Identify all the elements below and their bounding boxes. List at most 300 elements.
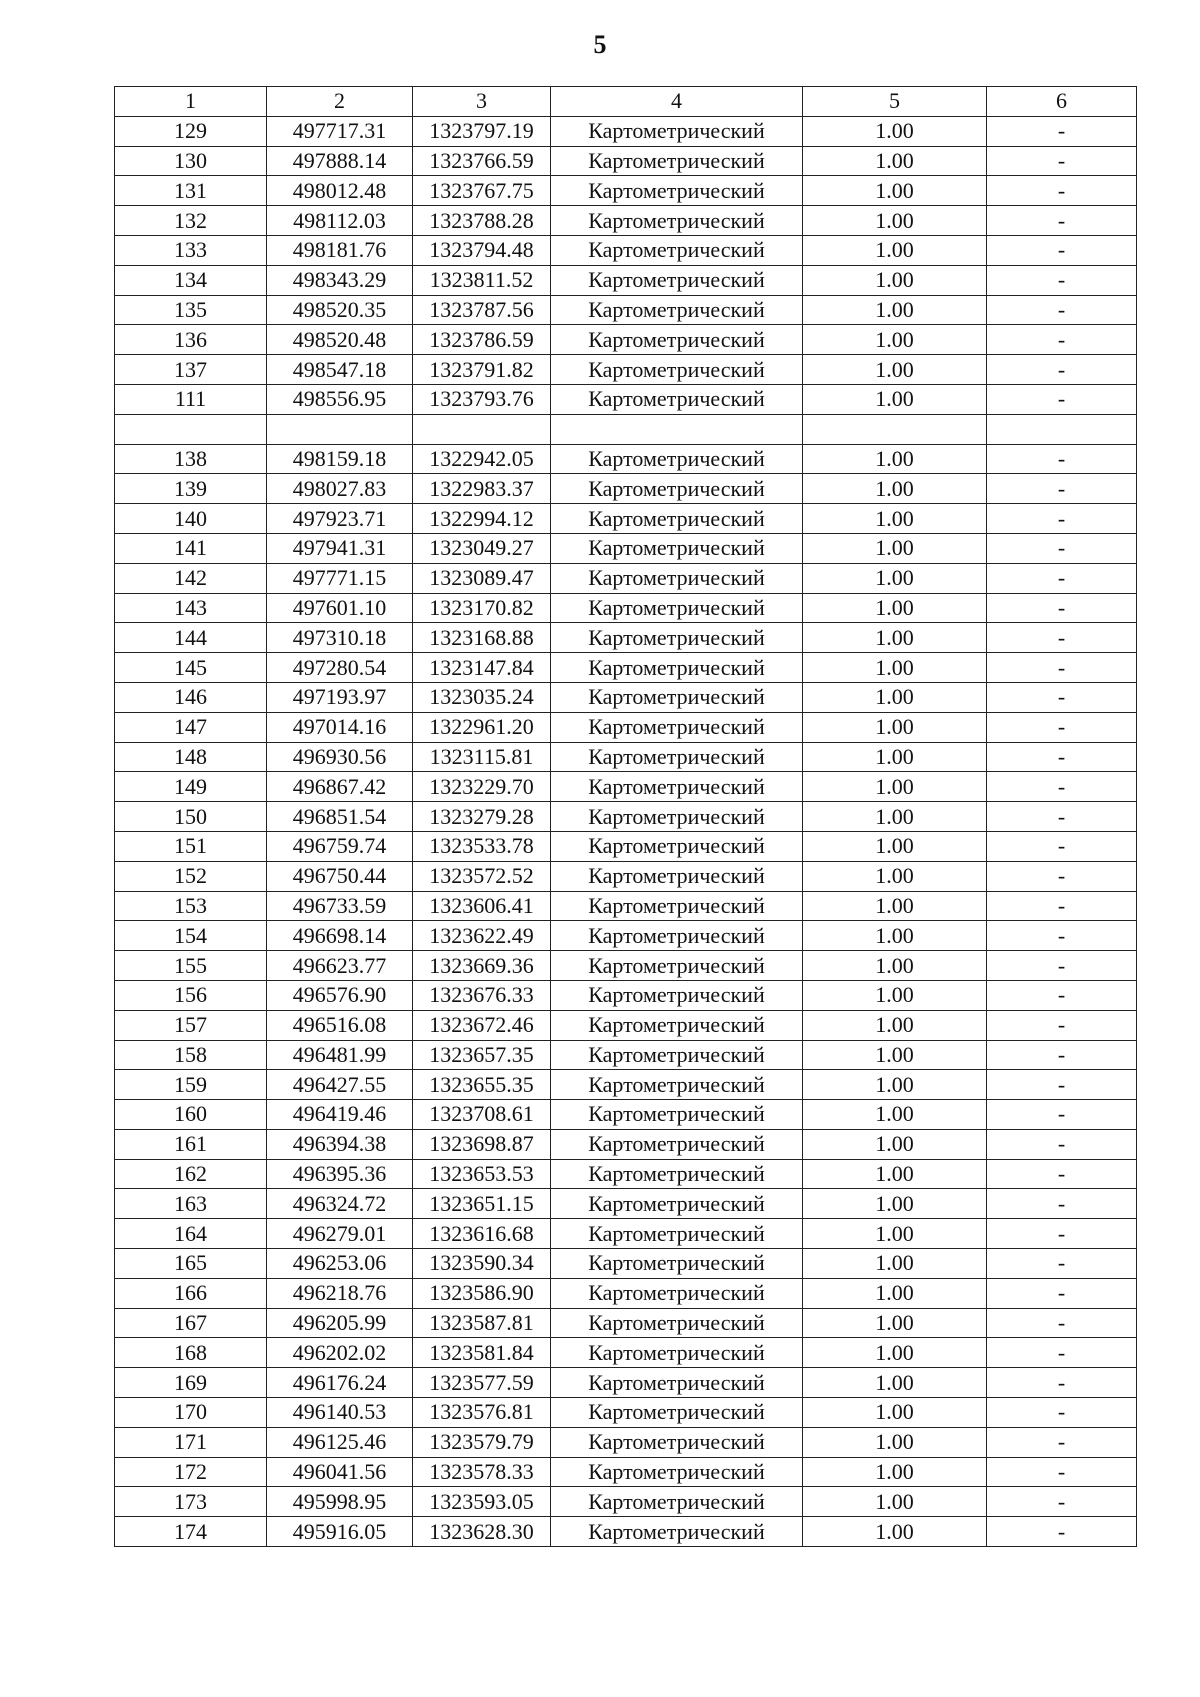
table-cell-col-number: 157 — [115, 1010, 267, 1040]
table-cell-col-number: 136 — [115, 325, 267, 355]
table-cell-col-note: - — [987, 474, 1137, 504]
table-cell-col-note: - — [987, 1070, 1137, 1100]
table-row — [115, 653, 1137, 683]
table-cell-col-accuracy: 1.00 — [803, 1219, 987, 1249]
table-cell-col-number: 142 — [115, 563, 267, 593]
table-cell-col-accuracy: 1.00 — [803, 265, 987, 295]
table-cell-col-method: Картометрический — [551, 682, 803, 712]
table-cell-col-y: 1323622.49 — [413, 921, 551, 951]
table-cell-col-accuracy: 1.00 — [803, 295, 987, 325]
table-cell-col-accuracy: 1.00 — [803, 1398, 987, 1428]
table-cell-col-y: 1322961.20 — [413, 712, 551, 742]
table-cell-col-method: Картометрический — [551, 921, 803, 951]
table-row — [115, 593, 1137, 623]
table-cell-col-note: - — [987, 712, 1137, 742]
table-cell-col-number: 135 — [115, 295, 267, 325]
table-cell-col-note: - — [987, 325, 1137, 355]
table-cell-col-x: 498112.03 — [267, 206, 413, 236]
table-cell-col-method: Картометрический — [551, 1457, 803, 1487]
table-cell-col-x: 496759.74 — [267, 831, 413, 861]
table-cell-col-number: 149 — [115, 772, 267, 802]
table-cell-col-x: 498556.95 — [267, 384, 413, 414]
table-cell-col-accuracy: 1.00 — [803, 802, 987, 832]
table-cell-col-x: 496218.76 — [267, 1278, 413, 1308]
table-cell-col-x — [267, 414, 413, 444]
table-cell-col-accuracy: 1.00 — [803, 772, 987, 802]
table-cell-col-method: Картометрический — [551, 772, 803, 802]
table-row — [115, 1517, 1137, 1547]
table-cell-col-x: 496576.90 — [267, 980, 413, 1010]
table-cell-col-y: 1323035.24 — [413, 682, 551, 712]
table-cell-col-note: - — [987, 1010, 1137, 1040]
table-cell-col-x: 496419.46 — [267, 1100, 413, 1130]
table-cell-col-y: 1323811.52 — [413, 265, 551, 295]
table-cell-col-note: - — [987, 653, 1137, 683]
table-cell-col-x: 497310.18 — [267, 623, 413, 653]
table-cell-col-number: 141 — [115, 533, 267, 563]
table-cell-col-accuracy: 1.00 — [803, 712, 987, 742]
table-row — [115, 1398, 1137, 1428]
table-cell-col-method: Картометрический — [551, 444, 803, 474]
table-cell-col-method: Картометрический — [551, 1427, 803, 1457]
table-cell-col-method: Картометрический — [551, 1368, 803, 1398]
table-cell-col-note — [987, 414, 1137, 444]
table-row — [115, 951, 1137, 981]
table-cell-col-number: 152 — [115, 861, 267, 891]
table-cell-col-x: 496125.46 — [267, 1427, 413, 1457]
table-cell-col-number: 134 — [115, 265, 267, 295]
table-cell-col-x: 496140.53 — [267, 1398, 413, 1428]
table-cell-col-accuracy: 1.00 — [803, 623, 987, 653]
table-cell-col-x: 498181.76 — [267, 235, 413, 265]
table-cell-col-number: 137 — [115, 355, 267, 385]
table-cell-col-y: 1323089.47 — [413, 563, 551, 593]
table-cell-col-x: 497280.54 — [267, 653, 413, 683]
table-row — [115, 533, 1137, 563]
table-cell-col-y: 1323672.46 — [413, 1010, 551, 1040]
table-row — [115, 1159, 1137, 1189]
table-cell-col-x: 496176.24 — [267, 1368, 413, 1398]
table-cell-col-x: 496851.54 — [267, 802, 413, 832]
table-row — [115, 1487, 1137, 1517]
table-cell-col-y: 1323766.59 — [413, 146, 551, 176]
table-cell-col-y: 1323587.81 — [413, 1308, 551, 1338]
table-cell-col-x: 496202.02 — [267, 1338, 413, 1368]
table-cell-col-note: - — [987, 682, 1137, 712]
table-cell-col-x: 496930.56 — [267, 742, 413, 772]
table-cell-col-accuracy: 1.00 — [803, 533, 987, 563]
table-cell-col-method: Картометрический — [551, 1189, 803, 1219]
table-cell-col-x: 498520.35 — [267, 295, 413, 325]
table-cell-col-accuracy: 1.00 — [803, 1159, 987, 1189]
table-row — [115, 116, 1137, 146]
table-cell-col-number: 139 — [115, 474, 267, 504]
table-cell-col-note: - — [987, 1517, 1137, 1547]
table-cell-col-x: 497014.16 — [267, 712, 413, 742]
table-row — [115, 384, 1137, 414]
table-cell-col-number: 140 — [115, 504, 267, 534]
table-cell-col-y: 1323533.78 — [413, 831, 551, 861]
table-cell-col-accuracy: 1.00 — [803, 474, 987, 504]
table-cell-col-accuracy: 1.00 — [803, 563, 987, 593]
table-row — [115, 682, 1137, 712]
table-cell-col-number: 148 — [115, 742, 267, 772]
table-cell-col-accuracy: 1.00 — [803, 682, 987, 712]
table-cell-col-y: 1323676.33 — [413, 980, 551, 1010]
table-cell-col-note: - — [987, 1278, 1137, 1308]
table-row — [115, 1010, 1137, 1040]
table-cell-col-method: Картометрический — [551, 504, 803, 534]
table-cell-col-number: 138 — [115, 444, 267, 474]
table-row — [115, 1219, 1137, 1249]
table-cell-col-number: 155 — [115, 951, 267, 981]
table-cell-col-number: 171 — [115, 1427, 267, 1457]
table-cell-col-accuracy: 1.00 — [803, 206, 987, 236]
table-cell-col-accuracy — [803, 414, 987, 444]
column-header-col-number: 1 — [115, 87, 267, 117]
table-row — [115, 980, 1137, 1010]
table-cell-col-y: 1323657.35 — [413, 1040, 551, 1070]
column-header-col-x: 2 — [267, 87, 413, 117]
table-cell-col-note: - — [987, 772, 1137, 802]
column-header-col-method: 4 — [551, 87, 803, 117]
table-cell-col-y: 1323593.05 — [413, 1487, 551, 1517]
table-cell-col-method: Картометрический — [551, 355, 803, 385]
table-cell-col-method: Картометрический — [551, 1219, 803, 1249]
table-cell-col-y: 1323628.30 — [413, 1517, 551, 1547]
table-cell-col-method: Картометрический — [551, 653, 803, 683]
table-cell-col-accuracy: 1.00 — [803, 1129, 987, 1159]
table-cell-col-number: 162 — [115, 1159, 267, 1189]
table-cell-col-y: 1323170.82 — [413, 593, 551, 623]
table-cell-col-accuracy: 1.00 — [803, 1010, 987, 1040]
table-cell-col-number: 154 — [115, 921, 267, 951]
table-cell-col-number: 164 — [115, 1219, 267, 1249]
table-cell-col-y: 1322942.05 — [413, 444, 551, 474]
table-row — [115, 325, 1137, 355]
table-cell-col-note: - — [987, 951, 1137, 981]
table-cell-col-note: - — [987, 1129, 1137, 1159]
table-row — [115, 235, 1137, 265]
table-cell-col-y: 1323049.27 — [413, 533, 551, 563]
table-cell-col-y: 1323590.34 — [413, 1249, 551, 1279]
table-cell-col-number: 153 — [115, 891, 267, 921]
table-row — [115, 474, 1137, 504]
table-cell-col-x: 495916.05 — [267, 1517, 413, 1547]
table-cell-col-number: 131 — [115, 176, 267, 206]
table-cell-col-method: Картометрический — [551, 474, 803, 504]
table-header-row — [115, 87, 1137, 117]
table-cell-col-method: Картометрический — [551, 206, 803, 236]
table-cell-col-y: 1323767.75 — [413, 176, 551, 206]
table-row — [115, 295, 1137, 325]
table-cell-col-number: 167 — [115, 1308, 267, 1338]
table-cell-col-number: 160 — [115, 1100, 267, 1130]
table-cell-col-y: 1323147.84 — [413, 653, 551, 683]
table-cell-col-x: 496698.14 — [267, 921, 413, 951]
table-row — [115, 1308, 1137, 1338]
table-cell-col-number: 170 — [115, 1398, 267, 1428]
table-cell-col-method: Картометрический — [551, 1338, 803, 1368]
table-cell-col-method: Картометрический — [551, 593, 803, 623]
table-cell-col-number — [115, 414, 267, 444]
table-cell-col-y: 1323279.28 — [413, 802, 551, 832]
table-cell-col-note: - — [987, 831, 1137, 861]
table-cell-col-number: 166 — [115, 1278, 267, 1308]
table-cell-col-note: - — [987, 1189, 1137, 1219]
table-cell-col-y: 1323708.61 — [413, 1100, 551, 1130]
table-cell-col-y: 1323786.59 — [413, 325, 551, 355]
table-cell-col-note: - — [987, 891, 1137, 921]
table-cell-col-y: 1323669.36 — [413, 951, 551, 981]
table-cell-col-y: 1323787.56 — [413, 295, 551, 325]
table-cell-col-note: - — [987, 1308, 1137, 1338]
table-cell-col-method — [551, 414, 803, 444]
table-cell-col-method: Картометрический — [551, 1487, 803, 1517]
table-row — [115, 1457, 1137, 1487]
table-cell-col-x: 496395.36 — [267, 1159, 413, 1189]
table-cell-col-note: - — [987, 1487, 1137, 1517]
table-cell-col-y: 1323572.52 — [413, 861, 551, 891]
table-cell-col-x: 497193.97 — [267, 682, 413, 712]
table-cell-col-x: 496516.08 — [267, 1010, 413, 1040]
table-cell-col-note: - — [987, 384, 1137, 414]
table-cell-col-number: 111 — [115, 384, 267, 414]
table-cell-col-y: 1323791.82 — [413, 355, 551, 385]
table-cell-col-note: - — [987, 921, 1137, 951]
table-cell-col-y: 1323581.84 — [413, 1338, 551, 1368]
table-cell-col-x: 497941.31 — [267, 533, 413, 563]
table-cell-col-y: 1323655.35 — [413, 1070, 551, 1100]
table-cell-col-accuracy: 1.00 — [803, 355, 987, 385]
table-cell-col-y: 1323577.59 — [413, 1368, 551, 1398]
table-cell-col-note: - — [987, 533, 1137, 563]
table-cell-col-accuracy: 1.00 — [803, 593, 987, 623]
table-cell-col-accuracy: 1.00 — [803, 861, 987, 891]
table-cell-col-method: Картометрический — [551, 951, 803, 981]
table-cell-col-y: 1323653.53 — [413, 1159, 551, 1189]
table-cell-col-x: 496427.55 — [267, 1070, 413, 1100]
table-row — [115, 1100, 1137, 1130]
table-cell-col-y — [413, 414, 551, 444]
table-cell-col-accuracy: 1.00 — [803, 653, 987, 683]
table-row — [115, 1129, 1137, 1159]
table-cell-col-number: 158 — [115, 1040, 267, 1070]
table-cell-col-accuracy: 1.00 — [803, 504, 987, 534]
table-cell-col-note: - — [987, 1427, 1137, 1457]
table-row — [115, 1427, 1137, 1457]
table-cell-col-number: 163 — [115, 1189, 267, 1219]
table-cell-col-method: Картометрический — [551, 146, 803, 176]
table-cell-col-accuracy: 1.00 — [803, 1427, 987, 1457]
table-cell-col-accuracy: 1.00 — [803, 1487, 987, 1517]
table-cell-col-x: 496324.72 — [267, 1189, 413, 1219]
table-cell-col-number: 132 — [115, 206, 267, 236]
table-cell-col-accuracy: 1.00 — [803, 146, 987, 176]
table-cell-col-accuracy: 1.00 — [803, 444, 987, 474]
table-cell-col-y: 1323797.19 — [413, 116, 551, 146]
table-cell-col-note: - — [987, 623, 1137, 653]
table-cell-col-y: 1323579.79 — [413, 1427, 551, 1457]
table-cell-col-note: - — [987, 1040, 1137, 1070]
table-cell-col-y: 1322983.37 — [413, 474, 551, 504]
table-cell-col-number: 168 — [115, 1338, 267, 1368]
table-cell-col-accuracy: 1.00 — [803, 742, 987, 772]
table-cell-col-y: 1323788.28 — [413, 206, 551, 236]
table-cell-col-x: 497771.15 — [267, 563, 413, 593]
table-cell-col-accuracy: 1.00 — [803, 1249, 987, 1279]
table-row — [115, 802, 1137, 832]
table-cell-col-number: 129 — [115, 116, 267, 146]
table-cell-col-y: 1323586.90 — [413, 1278, 551, 1308]
table-cell-col-x: 498343.29 — [267, 265, 413, 295]
table-cell-col-x: 496279.01 — [267, 1219, 413, 1249]
table-cell-col-x: 497717.31 — [267, 116, 413, 146]
table-cell-col-accuracy: 1.00 — [803, 1040, 987, 1070]
table-cell-col-method: Картометрический — [551, 563, 803, 593]
table-cell-col-x: 498012.48 — [267, 176, 413, 206]
table-cell-col-x: 498547.18 — [267, 355, 413, 385]
table-cell-col-note: - — [987, 444, 1137, 474]
table-cell-col-number: 146 — [115, 682, 267, 712]
table-cell-col-number: 133 — [115, 235, 267, 265]
table-row — [115, 772, 1137, 802]
table-cell-col-note: - — [987, 1249, 1137, 1279]
table-cell-col-method: Картометрический — [551, 712, 803, 742]
table-cell-col-note: - — [987, 176, 1137, 206]
table-row — [115, 712, 1137, 742]
table-cell-col-x: 497888.14 — [267, 146, 413, 176]
table-cell-col-method: Картометрический — [551, 1249, 803, 1279]
table-cell-col-x: 498159.18 — [267, 444, 413, 474]
table-cell-col-method: Картометрический — [551, 831, 803, 861]
table-cell-col-y: 1323229.70 — [413, 772, 551, 802]
table-row — [115, 742, 1137, 772]
table-row — [115, 891, 1137, 921]
table-cell-col-x: 497601.10 — [267, 593, 413, 623]
table-cell-col-x: 496253.06 — [267, 1249, 413, 1279]
table-cell-col-x: 496623.77 — [267, 951, 413, 981]
table-cell-col-y: 1323651.15 — [413, 1189, 551, 1219]
table-cell-col-method: Картометрический — [551, 980, 803, 1010]
table-cell-col-y: 1323115.81 — [413, 742, 551, 772]
table-cell-col-note: - — [987, 563, 1137, 593]
table-cell-col-method: Картометрический — [551, 861, 803, 891]
table-cell-col-method: Картометрический — [551, 1517, 803, 1547]
table-row — [115, 861, 1137, 891]
table-cell-col-accuracy: 1.00 — [803, 176, 987, 206]
table-cell-col-accuracy: 1.00 — [803, 1368, 987, 1398]
table-cell-col-note: - — [987, 265, 1137, 295]
table-cell-col-y: 1323576.81 — [413, 1398, 551, 1428]
table-row — [115, 1278, 1137, 1308]
table-cell-col-x: 496867.42 — [267, 772, 413, 802]
table-cell-col-y: 1323616.68 — [413, 1219, 551, 1249]
table-row — [115, 444, 1137, 474]
table-cell-col-accuracy: 1.00 — [803, 384, 987, 414]
table-cell-col-y: 1323794.48 — [413, 235, 551, 265]
table-cell-col-method: Картометрический — [551, 116, 803, 146]
table-cell-col-note: - — [987, 1398, 1137, 1428]
column-header-col-note: 6 — [987, 87, 1137, 117]
table-cell-col-number: 159 — [115, 1070, 267, 1100]
table-cell-col-x: 497923.71 — [267, 504, 413, 534]
table-cell-col-number: 165 — [115, 1249, 267, 1279]
table-row — [115, 1040, 1137, 1070]
table-cell-col-x: 496733.59 — [267, 891, 413, 921]
table-cell-col-note: - — [987, 861, 1137, 891]
table-cell-col-note: - — [987, 116, 1137, 146]
table-row — [115, 623, 1137, 653]
table-cell-col-method: Картометрический — [551, 802, 803, 832]
table-cell-col-note: - — [987, 295, 1137, 325]
table-cell-col-accuracy: 1.00 — [803, 325, 987, 355]
table-cell-col-number: 174 — [115, 1517, 267, 1547]
table-cell-col-method: Картометрический — [551, 1100, 803, 1130]
table-row — [115, 1189, 1137, 1219]
table-row — [115, 563, 1137, 593]
table-cell-col-x: 498520.48 — [267, 325, 413, 355]
table-cell-col-accuracy: 1.00 — [803, 1308, 987, 1338]
table-cell-col-note: - — [987, 355, 1137, 385]
column-header-col-y: 3 — [413, 87, 551, 117]
table-cell-col-note: - — [987, 980, 1137, 1010]
table-row — [115, 1249, 1137, 1279]
table-cell-col-number: 145 — [115, 653, 267, 683]
table-cell-col-accuracy: 1.00 — [803, 116, 987, 146]
table-cell-col-number: 151 — [115, 831, 267, 861]
table-cell-col-accuracy: 1.00 — [803, 1070, 987, 1100]
table-cell-col-method: Картометрический — [551, 1278, 803, 1308]
table-row — [115, 176, 1137, 206]
table-cell-col-x: 498027.83 — [267, 474, 413, 504]
table-cell-col-note: - — [987, 206, 1137, 236]
table-cell-col-accuracy: 1.00 — [803, 1278, 987, 1308]
table-cell-col-number: 150 — [115, 802, 267, 832]
table-cell-col-note: - — [987, 1457, 1137, 1487]
table-cell-col-note: - — [987, 146, 1137, 176]
table-cell-col-y: 1323168.88 — [413, 623, 551, 653]
table-cell-col-method: Картометрический — [551, 265, 803, 295]
table-cell-col-note: - — [987, 742, 1137, 772]
table-cell-col-number: 169 — [115, 1368, 267, 1398]
table-cell-col-x: 496750.44 — [267, 861, 413, 891]
table-row — [115, 1070, 1137, 1100]
table-cell-col-accuracy: 1.00 — [803, 235, 987, 265]
table-cell-col-method: Картометрический — [551, 235, 803, 265]
table-cell-col-number: 161 — [115, 1129, 267, 1159]
table-cell-col-accuracy: 1.00 — [803, 831, 987, 861]
table-cell-col-number: 156 — [115, 980, 267, 1010]
table-cell-col-method: Картометрический — [551, 1010, 803, 1040]
table-cell-col-accuracy: 1.00 — [803, 1517, 987, 1547]
column-header-col-accuracy: 5 — [803, 87, 987, 117]
table-cell-col-x: 496481.99 — [267, 1040, 413, 1070]
table-row — [115, 206, 1137, 236]
table-cell-col-method: Картометрический — [551, 1159, 803, 1189]
table-cell-col-note: - — [987, 235, 1137, 265]
table-cell-col-note: - — [987, 1100, 1137, 1130]
table-cell-col-x: 496394.38 — [267, 1129, 413, 1159]
table-cell-col-number: 144 — [115, 623, 267, 653]
table-cell-col-number: 172 — [115, 1457, 267, 1487]
table-cell-col-accuracy: 1.00 — [803, 1457, 987, 1487]
table-cell-col-note: - — [987, 1368, 1137, 1398]
table-cell-col-method: Картометрический — [551, 1398, 803, 1428]
table-cell-col-method: Картометрический — [551, 176, 803, 206]
table-row — [115, 146, 1137, 176]
table-cell-col-method: Картометрический — [551, 623, 803, 653]
